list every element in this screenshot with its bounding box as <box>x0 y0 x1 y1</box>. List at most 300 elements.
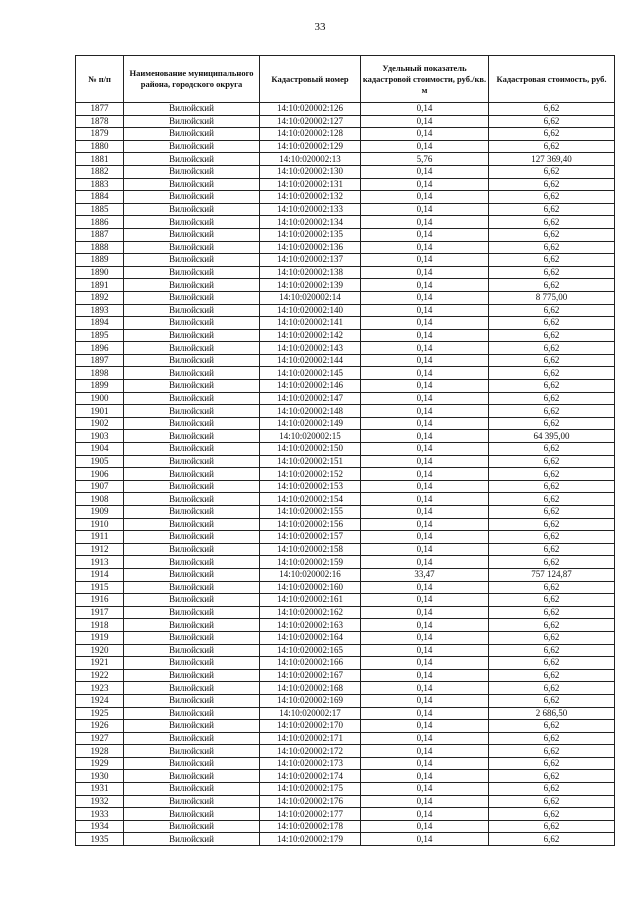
table-header-row <box>76 56 615 103</box>
cell-number: 1879 <box>76 128 124 141</box>
cell-cadastral-number: 14:10:020002:160 <box>260 581 361 594</box>
cell-cadastral-number: 14:10:020002:151 <box>260 455 361 468</box>
cell-number: 1897 <box>76 354 124 367</box>
cell-number: 1929 <box>76 757 124 770</box>
cell-unit-value: 0,14 <box>361 354 489 367</box>
cell-unit-value: 0,14 <box>361 518 489 531</box>
cell-number: 1893 <box>76 304 124 317</box>
cell-district: Вилюйский <box>124 581 260 594</box>
table-row <box>76 594 615 607</box>
cell-number: 1925 <box>76 707 124 720</box>
cell-district: Вилюйский <box>124 770 260 783</box>
table-row <box>76 304 615 317</box>
cell-cadastral-number: 14:10:020002:145 <box>260 367 361 380</box>
table-row <box>76 279 615 292</box>
cell-number: 1930 <box>76 770 124 783</box>
cell-unit-value: 0,14 <box>361 606 489 619</box>
table-row <box>76 669 615 682</box>
cell-cadastral-number: 14:10:020002:165 <box>260 644 361 657</box>
cell-cadastral-value: 127 369,40 <box>489 153 615 166</box>
cell-cadastral-number: 14:10:020002:167 <box>260 669 361 682</box>
cell-cadastral-number: 14:10:020002:168 <box>260 682 361 695</box>
cell-cadastral-number: 14:10:020002:175 <box>260 783 361 796</box>
cell-cadastral-value: 6,62 <box>489 468 615 481</box>
cell-cadastral-number: 14:10:020002:149 <box>260 417 361 430</box>
cell-cadastral-number: 14:10:020002:131 <box>260 178 361 191</box>
cell-cadastral-value: 6,62 <box>489 556 615 569</box>
table-row <box>76 468 615 481</box>
table-row <box>76 203 615 216</box>
cell-unit-value: 0,14 <box>361 594 489 607</box>
cell-unit-value: 0,14 <box>361 732 489 745</box>
cell-unit-value: 0,14 <box>361 392 489 405</box>
table-row <box>76 581 615 594</box>
cell-district: Вилюйский <box>124 291 260 304</box>
cell-unit-value: 0,14 <box>361 455 489 468</box>
cell-district: Вилюйский <box>124 720 260 733</box>
cell-number: 1891 <box>76 279 124 292</box>
cell-cadastral-value: 6,62 <box>489 455 615 468</box>
cell-unit-value: 0,14 <box>361 329 489 342</box>
cell-number: 1935 <box>76 833 124 846</box>
cell-cadastral-number: 14:10:020002:172 <box>260 745 361 758</box>
cell-district: Вилюйский <box>124 506 260 519</box>
cell-district: Вилюйский <box>124 745 260 758</box>
table-row <box>76 443 615 456</box>
table-row <box>76 254 615 267</box>
cell-unit-value: 0,14 <box>361 216 489 229</box>
table-row <box>76 720 615 733</box>
cell-cadastral-number: 14:10:020002:176 <box>260 795 361 808</box>
cell-cadastral-value: 6,62 <box>489 594 615 607</box>
cell-district: Вилюйский <box>124 619 260 632</box>
cell-cadastral-value: 6,62 <box>489 518 615 531</box>
table-row <box>76 480 615 493</box>
cell-cadastral-value: 6,62 <box>489 128 615 141</box>
cell-cadastral-value: 6,62 <box>489 770 615 783</box>
cell-number: 1913 <box>76 556 124 569</box>
cell-district: Вилюйский <box>124 279 260 292</box>
cell-unit-value: 0,14 <box>361 140 489 153</box>
cell-cadastral-value: 6,62 <box>489 380 615 393</box>
cell-district: Вилюйский <box>124 594 260 607</box>
cell-district: Вилюйский <box>124 732 260 745</box>
table-row <box>76 745 615 758</box>
table-row <box>76 631 615 644</box>
cell-cadastral-value: 6,62 <box>489 694 615 707</box>
cell-unit-value: 0,14 <box>361 745 489 758</box>
cell-unit-value: 0,14 <box>361 103 489 116</box>
cell-cadastral-value: 6,62 <box>489 720 615 733</box>
cell-cadastral-number: 14:10:020002:136 <box>260 241 361 254</box>
cell-unit-value: 0,14 <box>361 241 489 254</box>
cell-unit-value: 0,14 <box>361 669 489 682</box>
table-row <box>76 191 615 204</box>
cell-unit-value: 0,14 <box>361 770 489 783</box>
cell-cadastral-value: 6,62 <box>489 783 615 796</box>
cell-cadastral-number: 14:10:020002:143 <box>260 342 361 355</box>
cell-cadastral-number: 14:10:020002:17 <box>260 707 361 720</box>
cell-district: Вилюйский <box>124 694 260 707</box>
table-row <box>76 707 615 720</box>
cell-number: 1898 <box>76 367 124 380</box>
cell-number: 1907 <box>76 480 124 493</box>
cell-cadastral-number: 14:10:020002:14 <box>260 291 361 304</box>
cell-cadastral-number: 14:10:020002:159 <box>260 556 361 569</box>
cell-number: 1909 <box>76 506 124 519</box>
cell-unit-value: 0,14 <box>361 694 489 707</box>
cell-cadastral-number: 14:10:020002:158 <box>260 543 361 556</box>
cell-district: Вилюйский <box>124 178 260 191</box>
cell-district: Вилюйский <box>124 153 260 166</box>
cell-unit-value: 0,14 <box>361 367 489 380</box>
cell-cadastral-number: 14:10:020002:155 <box>260 506 361 519</box>
cell-unit-value: 0,14 <box>361 128 489 141</box>
cell-unit-value: 0,14 <box>361 443 489 456</box>
cell-number: 1927 <box>76 732 124 745</box>
cell-cadastral-value: 6,62 <box>489 165 615 178</box>
cell-district: Вилюйский <box>124 808 260 821</box>
cell-unit-value: 0,14 <box>361 820 489 833</box>
cell-district: Вилюйский <box>124 682 260 695</box>
cell-district: Вилюйский <box>124 317 260 330</box>
cell-cadastral-value: 6,62 <box>489 304 615 317</box>
cell-cadastral-value: 6,62 <box>489 795 615 808</box>
cell-cadastral-value: 6,62 <box>489 417 615 430</box>
table-row <box>76 757 615 770</box>
cell-number: 1933 <box>76 808 124 821</box>
cell-unit-value: 33,47 <box>361 568 489 581</box>
cell-unit-value: 0,14 <box>361 430 489 443</box>
cell-cadastral-number: 14:10:020002:126 <box>260 103 361 116</box>
cell-cadastral-number: 14:10:020002:146 <box>260 380 361 393</box>
table-row <box>76 820 615 833</box>
table-row <box>76 291 615 304</box>
cell-unit-value: 0,14 <box>361 203 489 216</box>
cell-unit-value: 0,14 <box>361 493 489 506</box>
table-row <box>76 770 615 783</box>
table-row <box>76 178 615 191</box>
cell-cadastral-number: 14:10:020002:147 <box>260 392 361 405</box>
cell-unit-value: 0,14 <box>361 506 489 519</box>
cell-number: 1883 <box>76 178 124 191</box>
cell-cadastral-number: 14:10:020002:137 <box>260 254 361 267</box>
cell-unit-value: 0,14 <box>361 291 489 304</box>
cell-cadastral-number: 14:10:020002:130 <box>260 165 361 178</box>
cell-district: Вилюйский <box>124 103 260 116</box>
cell-number: 1905 <box>76 455 124 468</box>
cell-cadastral-number: 14:10:020002:141 <box>260 317 361 330</box>
cell-district: Вилюйский <box>124 568 260 581</box>
cell-cadastral-value: 6,62 <box>489 367 615 380</box>
cell-district: Вилюйский <box>124 380 260 393</box>
cell-cadastral-value: 6,62 <box>489 279 615 292</box>
table-row <box>76 392 615 405</box>
cell-cadastral-number: 14:10:020002:152 <box>260 468 361 481</box>
header-district: Наименование муниципального района, городского округа <box>124 56 260 103</box>
cell-cadastral-number: 14:10:020002:153 <box>260 480 361 493</box>
table-row <box>76 682 615 695</box>
cell-district: Вилюйский <box>124 468 260 481</box>
cell-unit-value: 0,14 <box>361 178 489 191</box>
cell-number: 1923 <box>76 682 124 695</box>
cell-number: 1887 <box>76 228 124 241</box>
cell-number: 1881 <box>76 153 124 166</box>
cell-unit-value: 0,14 <box>361 115 489 128</box>
cell-cadastral-value: 6,62 <box>489 103 615 116</box>
cell-district: Вилюйский <box>124 606 260 619</box>
cell-cadastral-value: 6,62 <box>489 405 615 418</box>
cell-number: 1932 <box>76 795 124 808</box>
table-row <box>76 405 615 418</box>
cell-district: Вилюйский <box>124 203 260 216</box>
cell-unit-value: 0,14 <box>361 191 489 204</box>
cell-cadastral-number: 14:10:020002:127 <box>260 115 361 128</box>
header-unit-value: Удельный показатель кадастровой стоимости, руб./кв. м <box>361 56 489 103</box>
table-row <box>76 317 615 330</box>
cell-number: 1917 <box>76 606 124 619</box>
cell-number: 1895 <box>76 329 124 342</box>
cell-number: 1926 <box>76 720 124 733</box>
cell-cadastral-number: 14:10:020002:138 <box>260 266 361 279</box>
cell-unit-value: 0,14 <box>361 380 489 393</box>
table-row <box>76 506 615 519</box>
table-row <box>76 103 615 116</box>
cell-number: 1899 <box>76 380 124 393</box>
cell-cadastral-value: 6,62 <box>489 493 615 506</box>
table-row <box>76 417 615 430</box>
table-row <box>76 783 615 796</box>
cell-number: 1914 <box>76 568 124 581</box>
cell-number: 1928 <box>76 745 124 758</box>
table-row <box>76 367 615 380</box>
cell-cadastral-number: 14:10:020002:13 <box>260 153 361 166</box>
cell-cadastral-number: 14:10:020002:154 <box>260 493 361 506</box>
cell-number: 1882 <box>76 165 124 178</box>
cell-cadastral-value: 6,62 <box>489 833 615 846</box>
cell-cadastral-value: 6,62 <box>489 543 615 556</box>
cell-cadastral-value: 6,62 <box>489 317 615 330</box>
cell-unit-value: 0,14 <box>361 165 489 178</box>
cell-cadastral-number: 14:10:020002:142 <box>260 329 361 342</box>
cell-unit-value: 0,14 <box>361 833 489 846</box>
table-row <box>76 153 615 166</box>
cell-unit-value: 0,14 <box>361 254 489 267</box>
cell-district: Вилюйский <box>124 329 260 342</box>
table-row <box>76 833 615 846</box>
cell-cadastral-number: 14:10:020002:135 <box>260 228 361 241</box>
cell-district: Вилюйский <box>124 191 260 204</box>
cell-number: 1903 <box>76 430 124 443</box>
cell-cadastral-number: 14:10:020002:177 <box>260 808 361 821</box>
table-row <box>76 241 615 254</box>
cell-unit-value: 0,14 <box>361 720 489 733</box>
cell-unit-value: 0,14 <box>361 405 489 418</box>
cell-district: Вилюйский <box>124 820 260 833</box>
cell-number: 1934 <box>76 820 124 833</box>
cell-number: 1931 <box>76 783 124 796</box>
cell-unit-value: 0,14 <box>361 304 489 317</box>
cell-cadastral-value: 8 775,00 <box>489 291 615 304</box>
cell-number: 1920 <box>76 644 124 657</box>
cell-district: Вилюйский <box>124 354 260 367</box>
table-row <box>76 619 615 632</box>
cell-unit-value: 0,14 <box>361 795 489 808</box>
header-number: № п/п <box>76 56 124 103</box>
table-row <box>76 216 615 229</box>
table-row <box>76 493 615 506</box>
cell-cadastral-value: 6,62 <box>489 506 615 519</box>
cell-cadastral-number: 14:10:020002:129 <box>260 140 361 153</box>
cell-cadastral-number: 14:10:020002:16 <box>260 568 361 581</box>
cell-district: Вилюйский <box>124 795 260 808</box>
cell-cadastral-number: 14:10:020002:132 <box>260 191 361 204</box>
cell-cadastral-value: 6,62 <box>489 820 615 833</box>
table-row <box>76 732 615 745</box>
table-row <box>76 694 615 707</box>
cell-cadastral-value: 6,62 <box>489 266 615 279</box>
cell-cadastral-value: 6,62 <box>489 657 615 670</box>
cell-district: Вилюйский <box>124 757 260 770</box>
cell-district: Вилюйский <box>124 644 260 657</box>
cell-district: Вилюйский <box>124 631 260 644</box>
cell-number: 1886 <box>76 216 124 229</box>
cell-cadastral-number: 14:10:020002:162 <box>260 606 361 619</box>
cell-district: Вилюйский <box>124 115 260 128</box>
header-cadastral-number: Кадастровый номер <box>260 56 361 103</box>
table-row <box>76 657 615 670</box>
cell-district: Вилюйский <box>124 392 260 405</box>
cell-district: Вилюйский <box>124 304 260 317</box>
cell-cadastral-value: 6,62 <box>489 228 615 241</box>
cell-number: 1919 <box>76 631 124 644</box>
cell-cadastral-number: 14:10:020002:161 <box>260 594 361 607</box>
cell-cadastral-number: 14:10:020002:164 <box>260 631 361 644</box>
cell-cadastral-value: 6,62 <box>489 329 615 342</box>
cell-number: 1916 <box>76 594 124 607</box>
cell-number: 1922 <box>76 669 124 682</box>
cell-district: Вилюйский <box>124 556 260 569</box>
cadastral-table <box>75 55 615 846</box>
cell-unit-value: 0,14 <box>361 266 489 279</box>
cell-district: Вилюйский <box>124 531 260 544</box>
cell-number: 1884 <box>76 191 124 204</box>
cell-cadastral-value: 6,62 <box>489 354 615 367</box>
table-body <box>76 103 615 846</box>
cell-unit-value: 0,14 <box>361 682 489 695</box>
cell-cadastral-value: 6,62 <box>489 644 615 657</box>
cell-cadastral-number: 14:10:020002:174 <box>260 770 361 783</box>
cell-district: Вилюйский <box>124 241 260 254</box>
cell-cadastral-value: 2 686,50 <box>489 707 615 720</box>
cell-district: Вилюйский <box>124 367 260 380</box>
cell-number: 1885 <box>76 203 124 216</box>
cell-district: Вилюйский <box>124 783 260 796</box>
cell-district: Вилюйский <box>124 216 260 229</box>
cell-district: Вилюйский <box>124 443 260 456</box>
cell-unit-value: 0,14 <box>361 657 489 670</box>
cell-cadastral-number: 14:10:020002:178 <box>260 820 361 833</box>
page-number: 33 <box>314 21 326 33</box>
cell-number: 1880 <box>76 140 124 153</box>
cell-cadastral-value: 6,62 <box>489 140 615 153</box>
cell-unit-value: 0,14 <box>361 531 489 544</box>
cell-cadastral-value: 6,62 <box>489 178 615 191</box>
cell-unit-value: 0,14 <box>361 783 489 796</box>
cell-unit-value: 0,14 <box>361 342 489 355</box>
cell-cadastral-value: 6,62 <box>489 241 615 254</box>
table-row <box>76 543 615 556</box>
table-row <box>76 380 615 393</box>
cell-district: Вилюйский <box>124 669 260 682</box>
cell-cadastral-value: 757 124,87 <box>489 568 615 581</box>
table-row <box>76 518 615 531</box>
table-row <box>76 342 615 355</box>
table-row <box>76 531 615 544</box>
cell-unit-value: 0,14 <box>361 543 489 556</box>
cell-cadastral-value: 6,62 <box>489 443 615 456</box>
cell-number: 1908 <box>76 493 124 506</box>
header-cadastral-value: Кадастровая стоимость, руб. <box>489 56 615 103</box>
cell-unit-value: 0,14 <box>361 581 489 594</box>
cell-number: 1912 <box>76 543 124 556</box>
cell-cadastral-number: 14:10:020002:179 <box>260 833 361 846</box>
cell-cadastral-value: 6,62 <box>489 682 615 695</box>
cell-number: 1906 <box>76 468 124 481</box>
cell-number: 1924 <box>76 694 124 707</box>
cell-district: Вилюйский <box>124 833 260 846</box>
cell-district: Вилюйский <box>124 128 260 141</box>
cell-unit-value: 0,14 <box>361 417 489 430</box>
cell-district: Вилюйский <box>124 342 260 355</box>
cell-unit-value: 0,14 <box>361 619 489 632</box>
cell-cadastral-number: 14:10:020002:163 <box>260 619 361 632</box>
cell-cadastral-value: 6,62 <box>489 732 615 745</box>
table-row <box>76 128 615 141</box>
cell-district: Вилюйский <box>124 140 260 153</box>
table-row <box>76 228 615 241</box>
cell-cadastral-number: 14:10:020002:171 <box>260 732 361 745</box>
cell-district: Вилюйский <box>124 266 260 279</box>
cell-cadastral-number: 14:10:020002:169 <box>260 694 361 707</box>
table-row <box>76 556 615 569</box>
cell-unit-value: 0,14 <box>361 631 489 644</box>
table-row <box>76 354 615 367</box>
cell-district: Вилюйский <box>124 254 260 267</box>
cell-unit-value: 0,14 <box>361 757 489 770</box>
cell-cadastral-value: 6,62 <box>489 631 615 644</box>
cell-number: 1921 <box>76 657 124 670</box>
cell-unit-value: 0,14 <box>361 480 489 493</box>
cell-number: 1888 <box>76 241 124 254</box>
table-row <box>76 606 615 619</box>
cell-cadastral-number: 14:10:020002:133 <box>260 203 361 216</box>
cell-cadastral-value: 6,62 <box>489 669 615 682</box>
table-row <box>76 266 615 279</box>
cell-number: 1890 <box>76 266 124 279</box>
cell-cadastral-value: 6,62 <box>489 619 615 632</box>
cell-cadastral-number: 14:10:020002:173 <box>260 757 361 770</box>
cell-district: Вилюйский <box>124 707 260 720</box>
cell-number: 1910 <box>76 518 124 531</box>
cell-cadastral-value: 6,62 <box>489 757 615 770</box>
cell-number: 1894 <box>76 317 124 330</box>
cell-unit-value: 0,14 <box>361 707 489 720</box>
cell-district: Вилюйский <box>124 657 260 670</box>
cell-cadastral-value: 6,62 <box>489 216 615 229</box>
cell-cadastral-number: 14:10:020002:134 <box>260 216 361 229</box>
cell-unit-value: 0,14 <box>361 556 489 569</box>
